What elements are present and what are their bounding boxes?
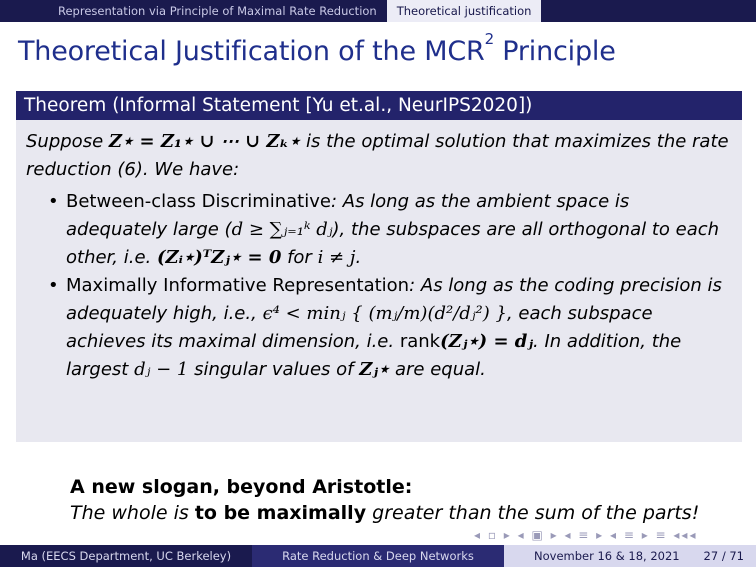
bullet1-text-d: . xyxy=(355,247,362,268)
bullet-discriminative xyxy=(66,188,732,272)
top-navigation-bar xyxy=(0,0,756,22)
bullet1-text-a: : As long as the ambient space is adequately large ( xyxy=(66,191,630,240)
bullet1-text-b: ), the subspaces are all orthogonal to each other, i.e. xyxy=(66,219,720,268)
theorem-intro xyxy=(26,128,732,184)
bullet2-formula-4: Zⱼ⋆ xyxy=(359,359,390,380)
slogan-heading: A new slogan, beyond Aristotle: xyxy=(70,476,413,498)
bullet2-text-d: singular values of xyxy=(188,359,360,380)
bullet2-text-b: , each subspace achieves its maximal dimension, i.e. xyxy=(66,303,653,352)
slogan-line xyxy=(70,500,699,526)
bullet1-title: Between-class Discriminative xyxy=(66,191,331,212)
intro-formula: Z⋆ = Z₁⋆ ∪ ⋯ ∪ Zₖ⋆ xyxy=(108,131,301,152)
footer-page-number: 27 / 71 xyxy=(703,549,744,563)
theorem-heading: Theorem (Informal Statement [Yu et.al., NeurIPS2020]) xyxy=(16,91,742,120)
footer-talk-title: Rate Reduction & Deep Networks xyxy=(252,545,504,567)
slogan-emphasis: to be maximally xyxy=(194,502,367,524)
bullet1-text-c: for xyxy=(281,247,318,268)
bullet2-formula-1: ϵ⁴ < minⱼ { (mⱼ/m)(d²/dⱼ²) } xyxy=(262,303,507,324)
bullet2-text-e: are equal. xyxy=(389,359,486,380)
bullet2-title: Maximally Informative Representation xyxy=(66,275,410,296)
slogan-block xyxy=(70,474,699,526)
theorem-block xyxy=(16,91,742,442)
bullet1-formula-2: (Zᵢ⋆)ᵀZⱼ⋆ = 0 xyxy=(156,247,282,268)
bullet2-text-a: : As long as the coding precision is adequately high, i.e., xyxy=(66,275,722,324)
theorem-body xyxy=(16,120,742,442)
nav-section-theory[interactable]: Theoretical justification xyxy=(387,0,542,22)
title-tail: Principle xyxy=(493,36,616,67)
slogan-text-a: The whole is xyxy=(70,502,195,524)
intro-text-2: is the optimal solution that maximizes the rate reduction (6). We have: xyxy=(26,131,729,180)
beamer-navigation-icons[interactable]: ◂ ▫ ▸ ◂ ▣ ▸ ◂ ≡ ▸ ◂ ≡ ▸ ≡ ◂◂◂ xyxy=(474,528,698,542)
footer-bar xyxy=(0,545,756,567)
bullet2-rank: rank xyxy=(399,331,441,352)
bullet1-formula-1: d ≥ ∑ⱼ₌₁ᵏ dⱼ xyxy=(231,219,333,240)
bullet2-formula-2: (Zⱼ⋆) = dⱼ xyxy=(440,331,534,352)
nav-section-mcr[interactable]: Representation via Principle of Maximal Rate Reduction xyxy=(58,4,377,18)
intro-text: Suppose xyxy=(26,131,109,152)
slogan-text-b: greater than the sum of the parts! xyxy=(366,502,700,524)
footer-author: Ma (EECS Department, UC Berkeley) xyxy=(0,545,252,567)
bullet2-formula-3: dⱼ − 1 xyxy=(134,359,189,380)
title-superscript: 2 xyxy=(484,30,494,48)
slide-title xyxy=(18,30,616,67)
footer-date: November 16 & 18, 2021 xyxy=(534,549,680,563)
title-main: Theoretical Justification of the MCR xyxy=(18,36,485,67)
footer-date-page xyxy=(504,545,756,567)
theorem-bullets xyxy=(26,188,732,384)
bullet-informative xyxy=(66,272,732,384)
bullet1-formula-3: i ≠ j xyxy=(317,247,356,268)
bullet2-text-c: . In addition, the largest xyxy=(66,331,682,380)
